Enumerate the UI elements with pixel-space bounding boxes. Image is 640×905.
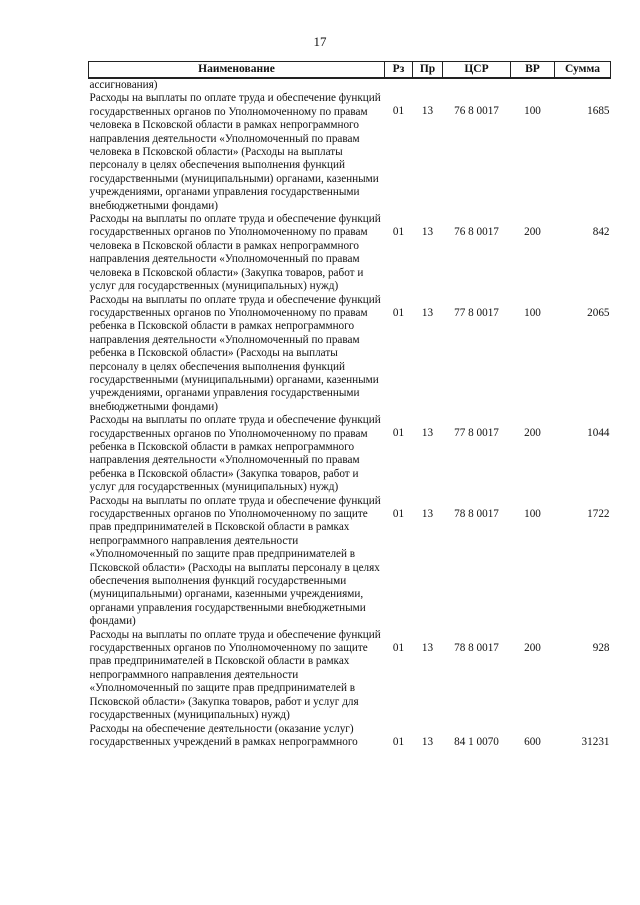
header-rz: Рз [385,62,413,79]
row-csr: 76 8 0017 [454,105,499,118]
row-name: Расходы на обеспечение деятельности (оказание услуг) государственных учреждений в рамках непрограммного [89,722,358,748]
table-row [89,414,611,494]
row-name: Расходы на выплаты по оплате труда и обеспечение функций государственных органов по Уполномоченному по защите прав предпринимателей в Псковской области в рамках непрограммного направления деятельности «Уполномоченный по защите прав предпринимателей в Псковской области» (Закупка товаров, работ и услуг для государственных (муниципальных) нужд) [89,628,381,722]
header-csr: ЦСР [443,62,511,79]
table-row [89,723,611,750]
row-pr: 13 [421,105,434,118]
row-csr: 78 8 0017 [454,507,499,520]
row-csr: 78 8 0017 [454,641,499,654]
header-name: Наименование [89,62,385,79]
table-row [89,629,611,723]
row-pr: 13 [421,735,434,748]
row-rz: 01 [392,105,405,118]
row-sum: 2065 [587,306,610,319]
row-sum: 1685 [587,105,610,118]
row-vr: 100 [524,105,541,118]
row-rz: 01 [392,226,405,239]
page-number: 17 [313,34,327,49]
row-pr: 13 [421,641,434,654]
row-sum: 842 [592,226,610,239]
row-csr: 76 8 0017 [454,226,499,239]
table-row [89,495,611,629]
row-name: Расходы на выплаты по оплате труда и обеспечение функций государственных органов по Уполномоченному по защите прав предпринимателей в Псковской области в рамках непрограммного направления деятельности «Уполномоченный по защите прав предпринимателей в Псковской области» (Расходы на выплаты персоналу в целях обеспечения выполнения функций государственными (муниципальными) органами, казенными учреждениями, органами управления государственными внебюджетными фондами) [89,494,381,628]
row-pr: 13 [421,507,434,520]
row-rz: 01 [392,735,405,748]
row-rz: 01 [392,507,405,520]
row-vr: 600 [524,735,541,748]
header-vr: ВР [511,62,555,79]
row-rz: 01 [392,641,405,654]
table-row [89,92,611,213]
row-vr: 200 [524,641,541,654]
row-rz: 01 [392,306,405,319]
continuation-text: ассигнования) [89,79,158,91]
row-vr: 200 [524,427,541,440]
row-rz: 01 [392,427,405,440]
row-pr: 13 [421,427,434,440]
budget-table [88,61,611,749]
row-vr: 100 [524,507,541,520]
table-header-row [89,62,611,79]
row-sum: 928 [592,641,610,654]
row-sum: 1722 [587,507,610,520]
row-vr: 200 [524,226,541,239]
row-csr: 84 1 0070 [454,735,499,748]
table-row [89,294,611,415]
row-pr: 13 [421,226,434,239]
row-vr: 100 [524,306,541,319]
row-name: Расходы на выплаты по оплате труда и обеспечение функций государственных органов по Уполномоченному по правам человека в Псковской области в рамках непрограммного направления деятельности «Уполномоченный по правам человека в Псковской области» (Закупка товаров, работ и услуг для государственных (муниципальных) нужд) [89,213,381,293]
row-name: Расходы на выплаты по оплате труда и обеспечение функций государственных органов по Уполномоченному по правам ребенка в Псковской области в рамках непрограммного направления деятельности «Уполномоченный по правам ребенка в Псковской области» (Закупка товаров, работ и услуг для государственных (муниципальных) нужд) [89,414,381,494]
row-name: Расходы на выплаты по оплате труда и обеспечение функций государственных органов по Уполномоченному по правам человека в Псковской области в рамках непрограммного направления деятельности «Уполномоченный по правам человека в Псковской области» (Расходы на выплаты персоналу в целях обеспечения выполнения функций государственными (муниципальными) органами, казенными учреждениями, органами управления государственными внебюджетными фондами) [89,92,381,212]
row-csr: 77 8 0017 [454,427,499,440]
row-name: Расходы на выплаты по оплате труда и обеспечение функций государственных органов по Уполномоченному по правам ребенка в Псковской области в рамках непрограммного направления деятельности «Уполномоченный по правам ребенка в Псковской области» (Расходы на выплаты персоналу в целях обеспечения выполнения функций государственными (муниципальными) органами, казенными учреждениями, органами управления государственными внебюджетными фондами) [89,293,381,413]
header-pr: Пр [413,62,443,79]
row-sum: 31231 [581,735,610,748]
table-row [89,213,611,293]
header-sum: Сумма [555,62,611,79]
row-pr: 13 [421,306,434,319]
row-csr: 77 8 0017 [454,306,499,319]
row-sum: 1044 [587,427,610,440]
continuation-row [89,78,611,92]
